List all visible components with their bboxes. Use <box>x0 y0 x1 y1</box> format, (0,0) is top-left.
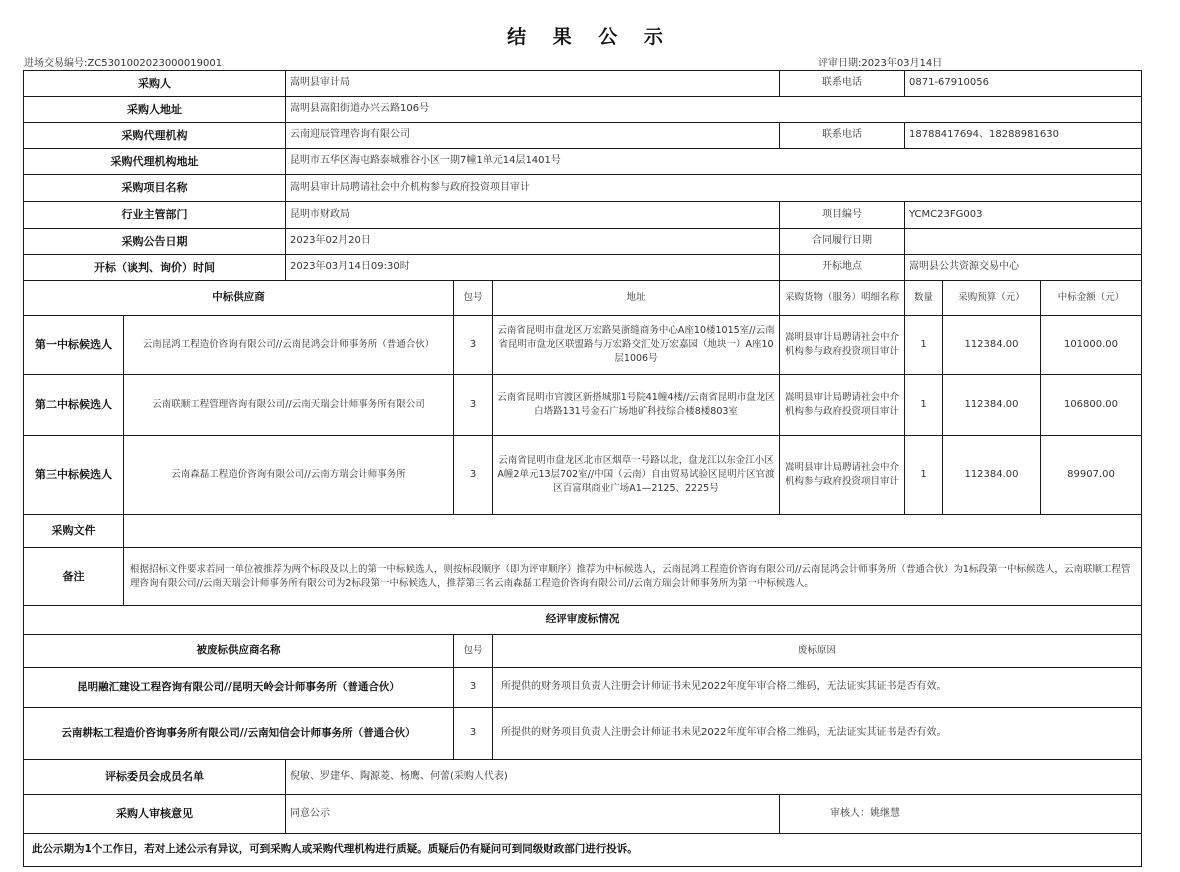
winner-amount: 101000.00 <box>1041 316 1142 375</box>
review-label: 采购人审核意见 <box>24 795 286 834</box>
opening-place-label: 开标地点 <box>780 255 905 281</box>
table-row <box>24 375 1142 436</box>
page-title: 结 果 公 示 <box>507 26 673 48</box>
winner-lot: 3 <box>454 316 493 375</box>
row-footer <box>24 834 1142 867</box>
winner-qty: 1 <box>905 375 943 436</box>
rejected-name: 云南耕耘工程造价咨询事务所有限公司//云南知信会计师事务所（普通合伙） <box>24 708 454 760</box>
header-budget: 采购预算（元） <box>943 281 1041 316</box>
row-purchaser-address <box>24 97 1142 123</box>
committee-label: 评标委员会成员名单 <box>24 760 286 795</box>
rejected-section-title: 经评审废标情况 <box>24 606 1142 635</box>
row-project-name <box>24 175 1142 202</box>
department-value: 昆明市财政局 <box>286 202 780 229</box>
winner-budget: 112384.00 <box>943 375 1041 436</box>
agency-phone-value: 18788417694、18288981630 <box>905 123 1142 149</box>
opening-place-value: 嵩明县公共资源交易中心 <box>905 255 1142 281</box>
project-name-label: 采购项目名称 <box>24 175 286 202</box>
contract-date-value <box>905 229 1142 255</box>
winners-header-row <box>24 281 1142 316</box>
header-goods: 采购货物（服务）明细名称 <box>780 281 905 316</box>
rejected-lot: 3 <box>454 708 493 760</box>
table-row <box>24 316 1142 375</box>
opening-time-value: 2023年03月14日09:30时 <box>286 255 780 281</box>
purchaser-value: 嵩明县审计局 <box>286 71 780 97</box>
documents-value <box>124 515 1142 548</box>
agency-address-label: 采购代理机构地址 <box>24 149 286 175</box>
remark-text: 根据招标文件要求若同一单位被推荐为两个标段及以上的第一中标候选人，则按标段顺序（即为评审顺序）推荐为中标候选人，云南昆鸿工程造价咨询有限公司//云南昆鸿会计师事务所（普通合伙）为1标段第一中标候选人，云南联顺工程管理咨询有限公司//云南天瑞会计师事务所有限公司为2标段第一中标候选人，推荐第三名云南森磊工程造价咨询有限公司//云南方瑞会计师事务所为第一中标候选人。 <box>124 548 1142 606</box>
rejected-section-row <box>24 606 1142 635</box>
row-remark <box>24 548 1142 606</box>
rejected-lot: 3 <box>454 668 493 708</box>
result-table <box>23 70 1142 867</box>
remark-label: 备注 <box>24 548 124 606</box>
agency-value: 云南迎辰管理咨询有限公司 <box>286 123 780 149</box>
header-supplier: 中标供应商 <box>24 281 454 316</box>
winner-name: 云南昆鸿工程造价咨询有限公司//云南昆鸿会计师事务所（普通合伙） <box>124 316 454 375</box>
winner-qty: 1 <box>905 436 943 515</box>
row-documents <box>24 515 1142 548</box>
notice-date-label: 采购公告日期 <box>24 229 286 255</box>
documents-label: 采购文件 <box>24 515 124 548</box>
rejected-name: 昆明融汇建设工程咨询有限公司//昆明天岭会计师事务所（普通合伙） <box>24 668 454 708</box>
row-opening-time <box>24 255 1142 281</box>
winner-goods: 嵩明县审计局聘请社会中介机构参与政府投资项目审计 <box>780 436 905 515</box>
winner-rank: 第二中标候选人 <box>24 375 124 436</box>
notice-date-value: 2023年02月20日 <box>286 229 780 255</box>
row-review <box>24 795 1142 834</box>
purchaser-phone-label: 联系电话 <box>780 71 905 97</box>
winner-address: 云南省昆明市官渡区新搭城那1号院41幢4楼//云南省昆明市盘龙区白塔路131号金石广场地矿科技综合楼8楼803室 <box>493 375 780 436</box>
winner-lot: 3 <box>454 375 493 436</box>
header-address: 地址 <box>493 281 780 316</box>
winner-goods: 嵩明县审计局聘请社会中介机构参与政府投资项目审计 <box>780 375 905 436</box>
header-amount: 中标金额（元） <box>1041 281 1142 316</box>
winner-amount: 106800.00 <box>1041 375 1142 436</box>
winner-rank: 第三中标候选人 <box>24 436 124 515</box>
winner-lot: 3 <box>454 436 493 515</box>
committee-value: 倪敏、罗建华、陶源菱、杨鹰、何蕾(采购人代表) <box>286 760 1142 795</box>
winner-goods: 嵩明县审计局聘请社会中介机构参与政府投资项目审计 <box>780 316 905 375</box>
rejected-header-row <box>24 635 1142 668</box>
row-committee <box>24 760 1142 795</box>
winner-address: 云南省昆明市盘龙区北市区烟草一号路以北，盘龙江以东金江小区A幢2单元13层702室//中国（云南）自由贸易试验区昆明片区官渡区百富琪商业广场A1—2125、2225号 <box>493 436 780 515</box>
winner-budget: 112384.00 <box>943 436 1041 515</box>
winner-qty: 1 <box>905 316 943 375</box>
rejected-reason: 所提供的财务项目负责人注册会计师证书未见2022年度年审合格二维码，无法证实其证书是否有效。 <box>493 708 1142 760</box>
row-agency <box>24 123 1142 149</box>
winner-address: 云南省昆明市盘龙区万宏路昊浙缝商务中心A座10楼1015室//云南省昆明市盘龙区联盟路与万宏路交汇处万宏嘉园（地块一）A座10层1006号 <box>493 316 780 375</box>
row-purchaser <box>24 71 1142 97</box>
table-row <box>24 708 1142 760</box>
agency-label: 采购代理机构 <box>24 123 286 149</box>
winner-rank: 第一中标候选人 <box>24 316 124 375</box>
agency-address-value: 昆明市五华区海屯路泰城雅谷小区一期7幢1单元14层1401号 <box>286 149 1142 175</box>
rejected-header-lot: 包号 <box>454 635 493 668</box>
winner-budget: 112384.00 <box>943 316 1041 375</box>
rejected-reason: 所提供的财务项目负责人注册会计师证书未见2022年度年审合格二维码，无法证实其证书是否有效。 <box>493 668 1142 708</box>
winner-name: 云南联顺工程管理咨询有限公司//云南天瑞会计师事务所有限公司 <box>124 375 454 436</box>
project-number-label: 项目编号 <box>780 202 905 229</box>
purchaser-address-value: 嵩明县嵩阳街道办兴云路106号 <box>286 97 1142 123</box>
winner-name: 云南森磊工程造价咨询有限公司//云南方瑞会计师事务所 <box>124 436 454 515</box>
purchaser-address-label: 采购人地址 <box>24 97 286 123</box>
contract-date-label: 合同履行日期 <box>780 229 905 255</box>
footer-notice: 此公示期为1个工作日，若对上述公示有异议，可到采购人或采购代理机构进行质疑。质疑后仍有疑问可到同级财政部门进行投诉。 <box>24 834 1142 867</box>
project-name-value: 嵩明县审计局聘请社会中介机构参与政府投资项目审计 <box>286 175 1142 202</box>
department-label: 行业主管部门 <box>24 202 286 229</box>
table-row <box>24 436 1142 515</box>
agency-phone-label: 联系电话 <box>780 123 905 149</box>
header-lot: 包号 <box>454 281 493 316</box>
reviewer-value: 审核人：姚继慧 <box>780 795 1142 834</box>
trade-number: 进场交易编号:ZC5301002023000019001 <box>24 58 223 69</box>
purchaser-phone-value: 0871-67910056 <box>905 71 1142 97</box>
purchaser-label: 采购人 <box>24 71 286 97</box>
rejected-header-reason: 废标原因 <box>493 635 1142 668</box>
opening-time-label: 开标（谈判、询价）时间 <box>24 255 286 281</box>
table-row <box>24 668 1142 708</box>
rejected-header-name: 被废标供应商名称 <box>24 635 454 668</box>
project-number-value: YCMC23FG003 <box>905 202 1142 229</box>
row-agency-address <box>24 149 1142 175</box>
row-notice-date <box>24 229 1142 255</box>
review-date: 评审日期:2023年03月14日 <box>818 58 943 69</box>
row-department <box>24 202 1142 229</box>
header-qty: 数量 <box>905 281 943 316</box>
winner-amount: 89907.00 <box>1041 436 1142 515</box>
review-value: 同意公示 <box>286 795 780 834</box>
